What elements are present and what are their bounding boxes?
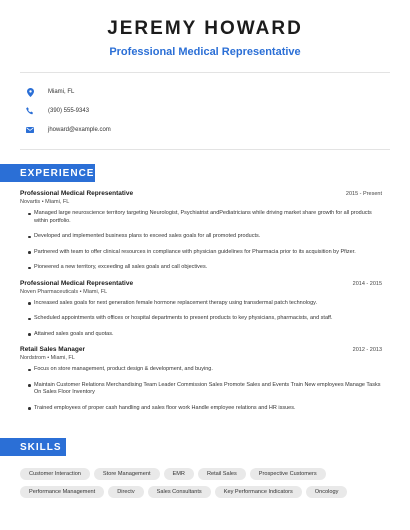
skill-chip: Sales Consultants xyxy=(148,486,211,498)
job-bullet: Scheduled appointments with offices or hospital departments to present products to key physicians, pharmacists, and staff. xyxy=(28,315,382,323)
job-entry xyxy=(0,190,410,272)
contact-location-text: Miami, FL xyxy=(48,89,75,95)
skill-chip: Oncology xyxy=(306,486,348,498)
skill-chip: EMR xyxy=(164,468,194,480)
skill-chip: Key Performance Indicators xyxy=(215,486,302,498)
job-bullet: Trained employees of proper cash handling and sales floor work Handle employee relations and HR issues. xyxy=(28,405,382,413)
job-bullet: Partnered with team to offer clinical resources in compliance with physician guidelines for Pharmacia prior to its acquisition by Pfizer. xyxy=(28,249,382,257)
skills-list xyxy=(0,456,410,498)
job-title: Retail Sales Manager xyxy=(20,346,86,353)
job-bullets xyxy=(20,210,382,272)
skill-chip: Store Management xyxy=(94,468,160,480)
skill-chip: Prospective Customers xyxy=(250,468,326,480)
contact-phone xyxy=(22,102,410,120)
skill-chip: Retail Sales xyxy=(198,468,246,480)
contact-list xyxy=(0,73,410,139)
resume-header xyxy=(0,0,410,58)
contact-phone-text: (390) 555-9343 xyxy=(48,108,90,114)
contact-email xyxy=(22,121,410,139)
job-bullet: Attained sales goals and quotas. xyxy=(28,331,382,339)
job-bullet: Developed and implemented business plans to exceed sales goals for all promoted products. xyxy=(28,233,382,241)
job-dates: 2015 - Present xyxy=(345,191,382,197)
job-dates: 2012 - 2013 xyxy=(352,347,382,353)
job-bullet: Maintain Customer Relations Merchandising Team Leader Commission Sales Promote Sales and Events Train New employees Manage Tasks On Sales Floor Inventory xyxy=(28,382,382,397)
contact-location xyxy=(22,83,410,101)
skill-chip: Performance Management xyxy=(20,486,104,498)
phone-icon xyxy=(22,107,38,115)
job-entry xyxy=(0,346,410,412)
email-icon xyxy=(22,127,38,133)
job-company: Nordstrom • Miami, FL xyxy=(20,355,75,361)
job-dates: 2014 - 2015 xyxy=(352,280,382,287)
job-bullet: Managed large neuroscience territory targeting Neurologist, Psychiatrist andPediatricians while driving market share growth for all products within portfolio. xyxy=(28,210,382,225)
contact-divider xyxy=(20,149,390,150)
job-company: Noven Pharmaceuticals • Miami, FL xyxy=(20,288,108,295)
job-bullet: Increased sales goals for next generation female hormone replacement therapy using transdermal patch technology. xyxy=(28,300,382,308)
experience-section xyxy=(0,190,410,412)
skill-chip: Customer Interaction xyxy=(20,468,90,480)
candidate-title: Professional Medical Representative xyxy=(109,46,301,58)
job-bullet: Pioneered a new territory, exceeding all sales goals and call objectives. xyxy=(28,264,382,272)
experience-heading: EXPERIENCE xyxy=(0,164,95,182)
job-company: Novartis • Miami, FL xyxy=(20,199,70,205)
job-bullet: Focus on store management, product design & development, and buying. xyxy=(28,366,382,374)
candidate-name: JEREMY HOWARD xyxy=(107,18,303,39)
job-title: Professional Medical Representative xyxy=(20,190,134,197)
location-pin-icon xyxy=(22,88,38,97)
job-bullets xyxy=(20,366,382,412)
skills-heading: SKILLS xyxy=(0,438,66,456)
contact-email-text: jhoward@example.com xyxy=(48,127,111,133)
job-entry xyxy=(0,280,410,339)
skill-chip: Directv xyxy=(108,486,143,498)
job-title: Professional Medical Representative xyxy=(20,279,134,287)
job-bullets xyxy=(20,300,382,339)
